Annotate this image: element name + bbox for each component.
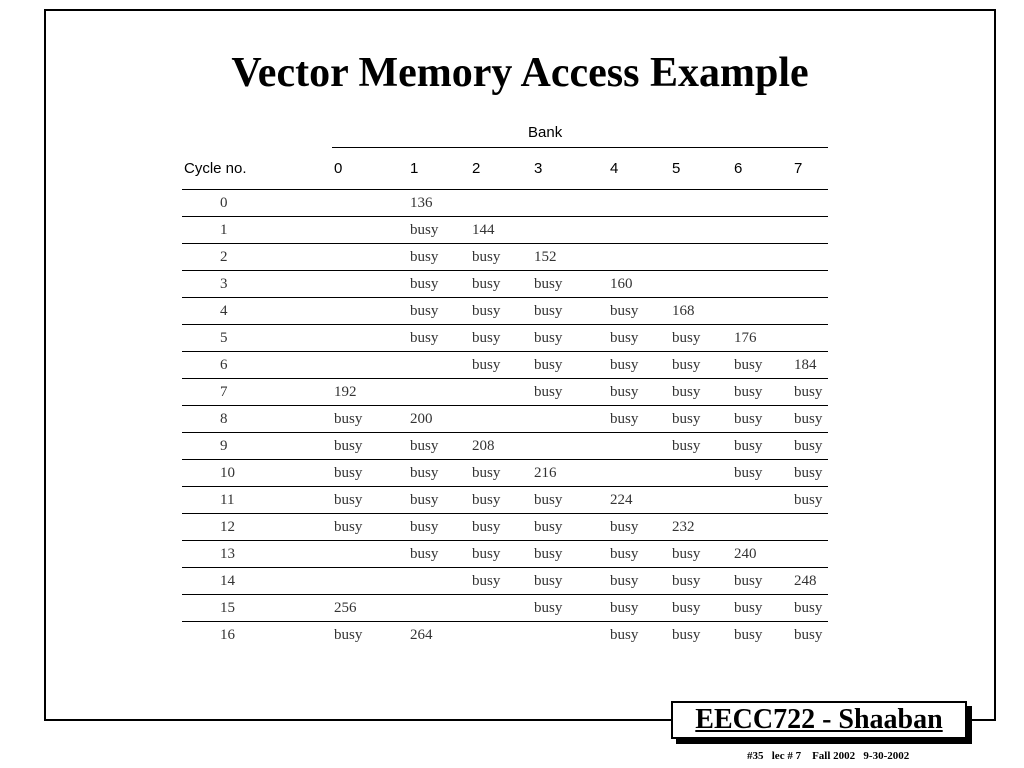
- bank-cell: busy: [732, 568, 792, 595]
- bank-cell: busy: [732, 406, 792, 433]
- bank-cell: busy: [470, 568, 532, 595]
- bank-column-header: 4: [608, 148, 670, 190]
- bank-cell: [408, 568, 470, 595]
- cycle-column-header: Cycle no.: [182, 148, 332, 190]
- bank-cell: [470, 190, 532, 217]
- bank-cell: busy: [408, 514, 470, 541]
- bank-cell: [792, 217, 828, 244]
- bank-cell: busy: [408, 298, 470, 325]
- bank-cell: busy: [732, 352, 792, 379]
- table-row: [182, 595, 828, 622]
- table-row: [182, 298, 828, 325]
- bank-cell: busy: [532, 514, 608, 541]
- bank-cell: 216: [532, 460, 608, 487]
- bank-cell: [332, 298, 408, 325]
- table-row: [182, 541, 828, 568]
- bank-cell: busy: [670, 379, 732, 406]
- bank-column-header: 0: [332, 148, 408, 190]
- bank-cell: [792, 298, 828, 325]
- bank-cell: busy: [408, 244, 470, 271]
- bank-cell: 208: [470, 433, 532, 460]
- bank-cell: busy: [470, 514, 532, 541]
- bank-cell: busy: [608, 568, 670, 595]
- bank-cell: busy: [332, 514, 408, 541]
- bank-cell: busy: [332, 460, 408, 487]
- bank-cell: [732, 487, 792, 514]
- bank-cell: [332, 325, 408, 352]
- bank-cell: 184: [792, 352, 828, 379]
- table-row: [182, 568, 828, 595]
- bank-cell: busy: [332, 433, 408, 460]
- table-row: [182, 244, 828, 271]
- bank-cell: [332, 217, 408, 244]
- bank-cell: 256: [332, 595, 408, 622]
- table-row: [182, 190, 828, 217]
- bank-cell: [792, 244, 828, 271]
- bank-cell: busy: [532, 595, 608, 622]
- bank-cell: busy: [532, 568, 608, 595]
- cycle-number-cell: 0: [182, 190, 332, 217]
- cycle-number-cell: 2: [182, 244, 332, 271]
- bank-cell: busy: [470, 487, 532, 514]
- footer-course-title: EECC722 - Shaaban: [695, 704, 943, 735]
- bank-cell: [408, 379, 470, 406]
- bank-cell: [608, 190, 670, 217]
- bank-cell: [608, 433, 670, 460]
- bank-cell: busy: [670, 541, 732, 568]
- cycle-number-cell: 12: [182, 514, 332, 541]
- table-row: [182, 379, 828, 406]
- bank-cell: busy: [792, 406, 828, 433]
- bank-cell: [670, 460, 732, 487]
- bank-cell: [732, 244, 792, 271]
- cycle-number-cell: 13: [182, 541, 332, 568]
- bank-cell: busy: [532, 541, 608, 568]
- bank-cell: busy: [332, 487, 408, 514]
- bank-cell: busy: [608, 379, 670, 406]
- table-row: [182, 325, 828, 352]
- bank-cell: busy: [734, 626, 763, 643]
- bank-cell: [332, 568, 408, 595]
- bank-cell: busy: [408, 217, 470, 244]
- bank-cell: 248: [792, 568, 828, 595]
- bank-cell: [608, 217, 670, 244]
- bank-cell: busy: [670, 406, 732, 433]
- cycle-number-cell: 14: [182, 568, 332, 595]
- bank-cell: busy: [610, 626, 639, 643]
- bank-cell: [732, 514, 792, 541]
- bank-cell: [332, 244, 408, 271]
- bank-cell: busy: [732, 460, 792, 487]
- bank-cell: busy: [732, 379, 792, 406]
- cycle-number-cell: 9: [182, 433, 332, 460]
- bank-access-table: [182, 117, 828, 648]
- table-row: [182, 622, 828, 649]
- column-header-row: [182, 148, 828, 190]
- bank-column-header: 5: [670, 148, 732, 190]
- bank-group-header: Bank: [332, 117, 828, 148]
- bank-cell: busy: [532, 271, 608, 298]
- bank-cell: busy: [470, 541, 532, 568]
- bank-cell: busy: [532, 379, 608, 406]
- bank-cell: [470, 379, 532, 406]
- bank-cell: [670, 271, 732, 298]
- bank-cell: [608, 244, 670, 271]
- bank-cell: [732, 271, 792, 298]
- table-row: [182, 433, 828, 460]
- cycle-number-cell: 10: [182, 460, 332, 487]
- table-row: [182, 460, 828, 487]
- bank-cell: busy: [408, 271, 470, 298]
- bank-cell: [732, 190, 792, 217]
- bank-cell: [532, 622, 608, 649]
- bank-cell: [408, 595, 470, 622]
- bank-group-row: [182, 117, 828, 148]
- cycle-number-cell: 5: [182, 325, 332, 352]
- bank-cell: [532, 433, 608, 460]
- bank-cell: busy: [532, 325, 608, 352]
- bank-cell: [792, 325, 828, 352]
- bank-cell: busy: [608, 541, 670, 568]
- bank-cell: [532, 217, 608, 244]
- cycle-number-cell: 7: [182, 379, 332, 406]
- bank-cell: busy: [794, 626, 823, 643]
- bank-column-header: 3: [532, 148, 608, 190]
- bank-cell: busy: [408, 325, 470, 352]
- slide-title: Vector Memory Access Example: [231, 50, 809, 96]
- bank-cell: busy: [408, 433, 470, 460]
- bank-cell: busy: [332, 406, 408, 433]
- bank-cell: 152: [532, 244, 608, 271]
- bank-cell: busy: [792, 379, 828, 406]
- cycle-number-cell: 16: [220, 626, 235, 643]
- bank-cell: busy: [608, 298, 670, 325]
- bank-cell: [732, 217, 792, 244]
- bank-column-header: 1: [408, 148, 470, 190]
- bank-cell: [792, 271, 828, 298]
- bank-cell: [470, 595, 532, 622]
- bank-cell: busy: [670, 568, 732, 595]
- cycle-number-cell: 1: [182, 217, 332, 244]
- table-row: [182, 406, 828, 433]
- cycle-number-cell: 6: [182, 352, 332, 379]
- bank-cell: busy: [670, 433, 732, 460]
- bank-cell: [470, 406, 532, 433]
- bank-cell: 136: [408, 190, 470, 217]
- bank-cell: busy: [532, 487, 608, 514]
- cycle-number-cell: 3: [182, 271, 332, 298]
- bank-cell: busy: [792, 433, 828, 460]
- bank-cell: busy: [670, 325, 732, 352]
- table-row: [182, 487, 828, 514]
- bank-cell: busy: [608, 595, 670, 622]
- bank-cell: [792, 190, 828, 217]
- bank-cell: busy: [608, 514, 670, 541]
- bank-cell: busy: [470, 298, 532, 325]
- bank-column-header: 6: [732, 148, 792, 190]
- bank-cell: 200: [408, 406, 470, 433]
- bank-cell: [670, 244, 732, 271]
- bank-cell: busy: [732, 595, 792, 622]
- bank-cell: [532, 190, 608, 217]
- bank-group-spacer: [182, 117, 332, 148]
- table-row: [182, 271, 828, 298]
- bank-cell: busy: [670, 352, 732, 379]
- bank-cell: [470, 622, 532, 649]
- bank-column-header: 2: [470, 148, 532, 190]
- bank-cell: busy: [792, 487, 828, 514]
- table-body: [182, 190, 828, 649]
- cycle-number-cell: 11: [182, 487, 332, 514]
- bank-cell: [670, 190, 732, 217]
- cycle-number-cell: 4: [182, 298, 332, 325]
- bank-cell: busy: [470, 325, 532, 352]
- bank-cell: busy: [608, 352, 670, 379]
- bank-cell: busy: [532, 298, 608, 325]
- bank-cell: busy: [792, 460, 828, 487]
- cycle-number-cell: 8: [182, 406, 332, 433]
- bank-cell: busy: [408, 541, 470, 568]
- bank-cell: busy: [470, 352, 532, 379]
- bank-cell: 224: [608, 487, 670, 514]
- bank-cell: 240: [732, 541, 792, 568]
- bank-cell: busy: [672, 626, 701, 643]
- bank-cell: busy: [608, 406, 670, 433]
- bank-cell: busy: [408, 487, 470, 514]
- cycle-number-cell: 15: [182, 595, 332, 622]
- bank-cell: 160: [608, 271, 670, 298]
- bank-cell: [732, 298, 792, 325]
- bank-cell: busy: [470, 244, 532, 271]
- bank-cell: 192: [332, 379, 408, 406]
- bank-cell: [792, 514, 828, 541]
- bank-column-header: 7: [792, 148, 828, 190]
- table-row: [182, 217, 828, 244]
- bank-cell: busy: [408, 460, 470, 487]
- bank-cell: [332, 541, 408, 568]
- bank-cell: [670, 487, 732, 514]
- bank-cell: 264: [410, 626, 433, 643]
- bank-cell: [332, 190, 408, 217]
- bank-cell: busy: [470, 460, 532, 487]
- bank-cell: 176: [732, 325, 792, 352]
- bank-cell: busy: [334, 626, 363, 643]
- bank-cell: 232: [670, 514, 732, 541]
- bank-cell: [408, 352, 470, 379]
- bank-cell: 144: [470, 217, 532, 244]
- footer-course-badge: [671, 701, 967, 739]
- table-row: [182, 514, 828, 541]
- bank-cell: busy: [792, 595, 828, 622]
- bank-cell: busy: [470, 271, 532, 298]
- bank-cell: busy: [732, 433, 792, 460]
- bank-cell: [332, 271, 408, 298]
- bank-cell: busy: [532, 352, 608, 379]
- bank-cell: [670, 217, 732, 244]
- bank-cell: [332, 352, 408, 379]
- footer-meta: #35 lec # 7 Fall 2002 9-30-2002: [747, 750, 910, 762]
- bank-cell: busy: [608, 325, 670, 352]
- table-row: [182, 352, 828, 379]
- bank-cell: 168: [670, 298, 732, 325]
- bank-cell: [792, 541, 828, 568]
- bank-cell: [532, 406, 608, 433]
- bank-cell: [608, 460, 670, 487]
- bank-cell: busy: [670, 595, 732, 622]
